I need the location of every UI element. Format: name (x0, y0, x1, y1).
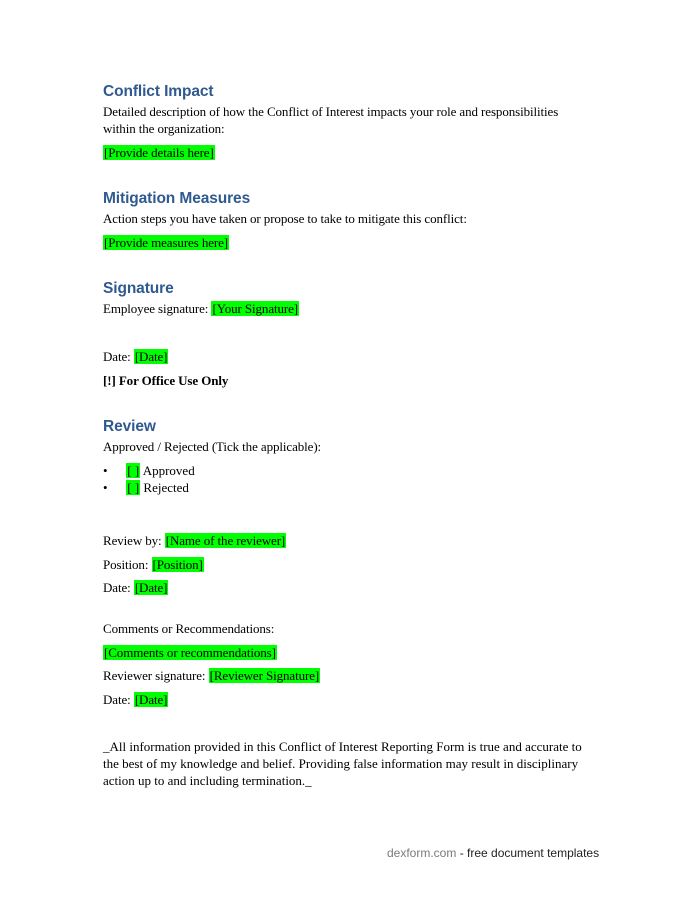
office-use-only-label: [!] For Office Use Only (103, 373, 229, 388)
review-instruction: Approved / Rejected (Tick the applicable): (103, 439, 322, 454)
employee-signature-row (103, 300, 299, 317)
reviewer-signature-placeholder[interactable]: [Reviewer Signature] (209, 668, 320, 683)
reviewer-date-row (103, 691, 168, 708)
signature-date-placeholder[interactable]: [Date] (134, 349, 168, 364)
comments-field[interactable] (103, 644, 277, 661)
mitigation-field[interactable] (103, 234, 229, 251)
review-option-rejected[interactable] (103, 480, 189, 496)
review-date-row (103, 579, 168, 596)
bullet-icon: • (103, 463, 108, 478)
conflict-impact-description-line1: Detailed description of how the Conflict of Interest impacts your role and responsibilities (103, 104, 559, 119)
reviewer-signature-label: Reviewer signature: (103, 668, 206, 683)
mitigation-description: Action steps you have taken or propose to take to mitigate this conflict: (103, 211, 467, 226)
employee-signature-placeholder[interactable]: [Your Signature] (212, 301, 299, 316)
rejected-label: Rejected (143, 480, 189, 495)
reviewer-name-row (103, 532, 286, 549)
review-option-approved[interactable] (103, 463, 195, 479)
approved-label: Approved (142, 463, 195, 478)
reviewer-name-placeholder[interactable]: [Name of the reviewer] (165, 533, 286, 548)
reviewer-date-placeholder[interactable]: [Date] (134, 692, 168, 707)
signature-date-row (103, 348, 168, 365)
reviewer-date-label: Date: (103, 692, 131, 707)
heading-review: Review (103, 418, 156, 435)
heading-signature: Signature (103, 280, 174, 297)
signature-date-label: Date: (103, 349, 131, 364)
reviewer-position-row (103, 556, 204, 573)
approved-checkbox[interactable]: [ ] (127, 463, 140, 478)
review-date-placeholder[interactable]: [Date] (134, 580, 168, 595)
declaration-paragraph: _All information provided in this Conflict of Interest Reporting Form is true and accurate to the best of my knowledge and belief. Providing false information may result in disciplinary action up to and including termination._ (103, 739, 582, 788)
reviewer-position-label: Position: (103, 557, 149, 572)
review-date-label: Date: (103, 580, 131, 595)
reviewer-position-placeholder[interactable]: [Position] (152, 557, 203, 572)
comments-placeholder[interactable]: [Comments or recommendations] (104, 645, 276, 660)
comments-label: Comments or Recommendations: (103, 621, 275, 636)
conflict-impact-description-line2: within the organization: (103, 121, 225, 136)
mitigation-placeholder[interactable]: [Provide measures here] (104, 235, 229, 250)
conflict-impact-field[interactable] (103, 144, 215, 161)
heading-conflict-impact: Conflict Impact (103, 83, 214, 100)
rejected-checkbox[interactable]: [ ] (127, 480, 140, 495)
conflict-impact-placeholder[interactable]: [Provide details here] (104, 145, 214, 160)
reviewer-name-label: Review by: (103, 533, 162, 548)
footer-brand-link[interactable]: dexform.com (387, 846, 457, 860)
footer-tagline: - free document templates (456, 846, 600, 860)
footer (387, 846, 599, 860)
employee-signature-label: Employee signature: (103, 301, 209, 316)
bullet-icon: • (103, 480, 108, 495)
heading-mitigation-measures: Mitigation Measures (103, 190, 251, 207)
reviewer-signature-row (103, 667, 320, 684)
